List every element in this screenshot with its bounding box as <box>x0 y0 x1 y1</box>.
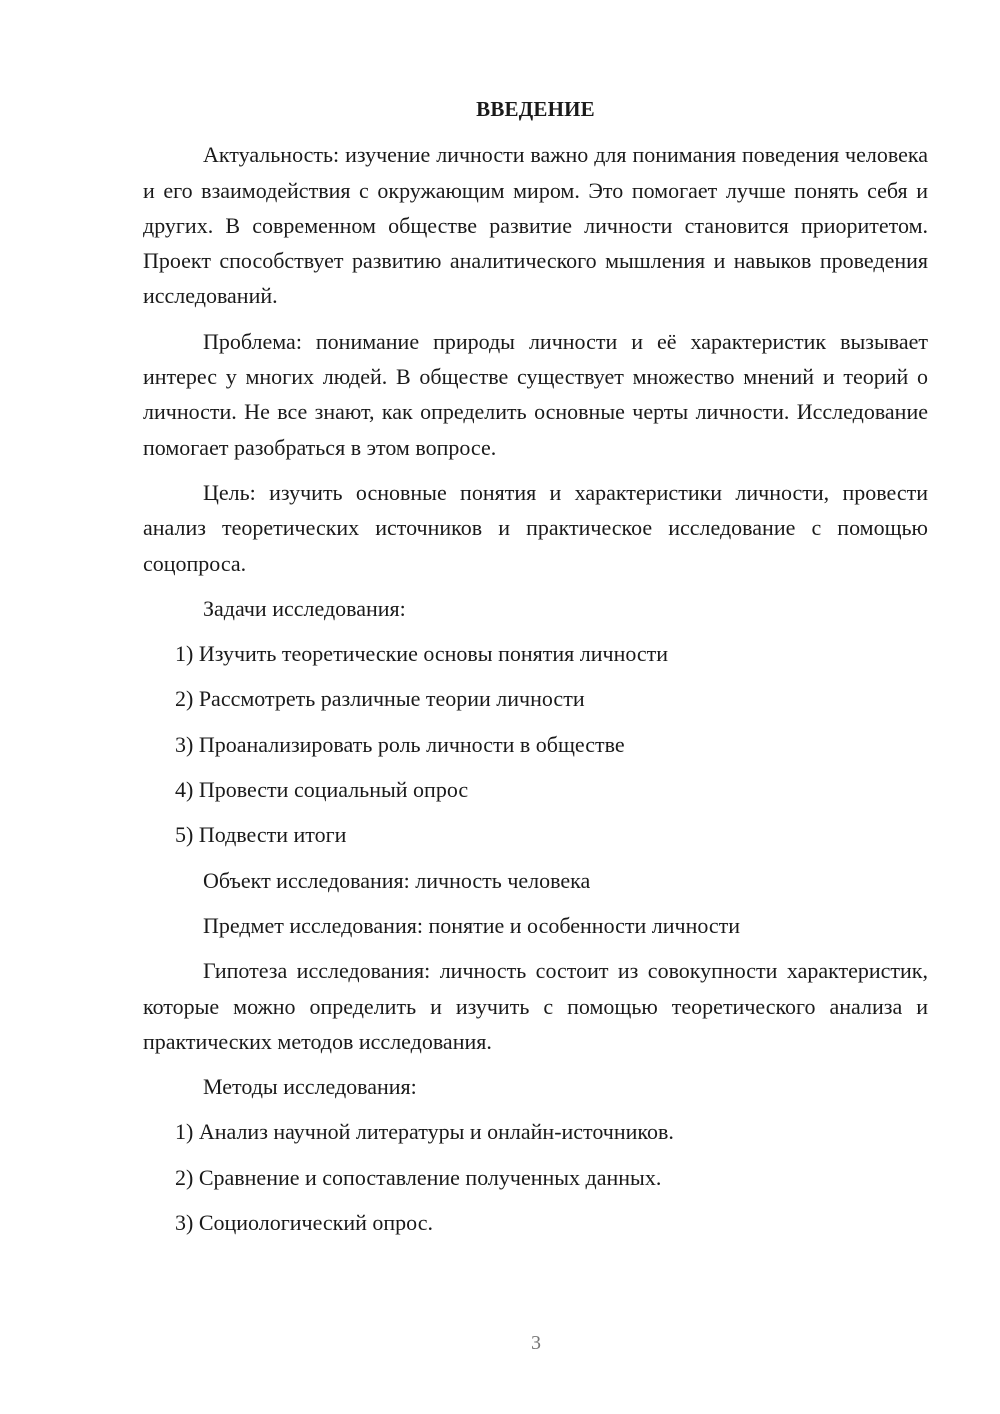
task-item: 5) Подвести итоги <box>175 822 347 848</box>
task-item: 1) Изучить теоретические основы понятия личности <box>175 641 669 667</box>
tasks-heading: Задачи исследования: <box>203 595 406 621</box>
relevance-paragraph: Актуальность: изучение личности важно для понимания поведения человека и его взаимодействия с окружающим миром. Это помогает лучше понять себя и других. В современном обществе развитие личности становится приоритетом. Проект способствует развитию аналитического мышления и навыков проведения исследований. <box>143 142 928 309</box>
method-item: 1) Анализ научной литературы и онлайн-источников. <box>175 1119 674 1145</box>
page-title: ВВЕДЕНИЕ <box>476 97 595 121</box>
task-item: 3) Проанализировать роль личности в обществе <box>175 731 625 757</box>
goal-paragraph: Цель: изучить основные понятия и характеристики личности, провести анализ теоретических источников и практическое исследование с помощью соцопроса. <box>143 479 928 576</box>
problem-paragraph: Проблема: понимание природы личности и её характеристик вызывает интерес у многих людей. В обществе существует множество мнений и теорий о личности. Не все знают, как определить основные черты личности. Исследование помогает разобраться в этом вопросе. <box>143 328 928 460</box>
task-item: 2) Рассмотреть различные теории личности <box>175 686 585 712</box>
method-item: 2) Сравнение и сопоставление полученных данных. <box>175 1164 662 1190</box>
research-subject: Предмет исследования: понятие и особенности личности <box>203 912 741 938</box>
page-number: 3 <box>531 1332 541 1354</box>
task-item: 4) Провести социальный опрос <box>175 777 469 803</box>
research-object: Объект исследования: личность человека <box>203 867 591 893</box>
methods-heading: Методы исследования: <box>203 1074 417 1100</box>
hypothesis-paragraph: Гипотеза исследования: личность состоит из совокупности характеристик, которые можно определить и изучить с помощью теоретического анализа и практических методов исследования. <box>143 958 928 1054</box>
page-body <box>143 92 928 1250</box>
method-item: 3) Социологический опрос. <box>175 1210 433 1236</box>
